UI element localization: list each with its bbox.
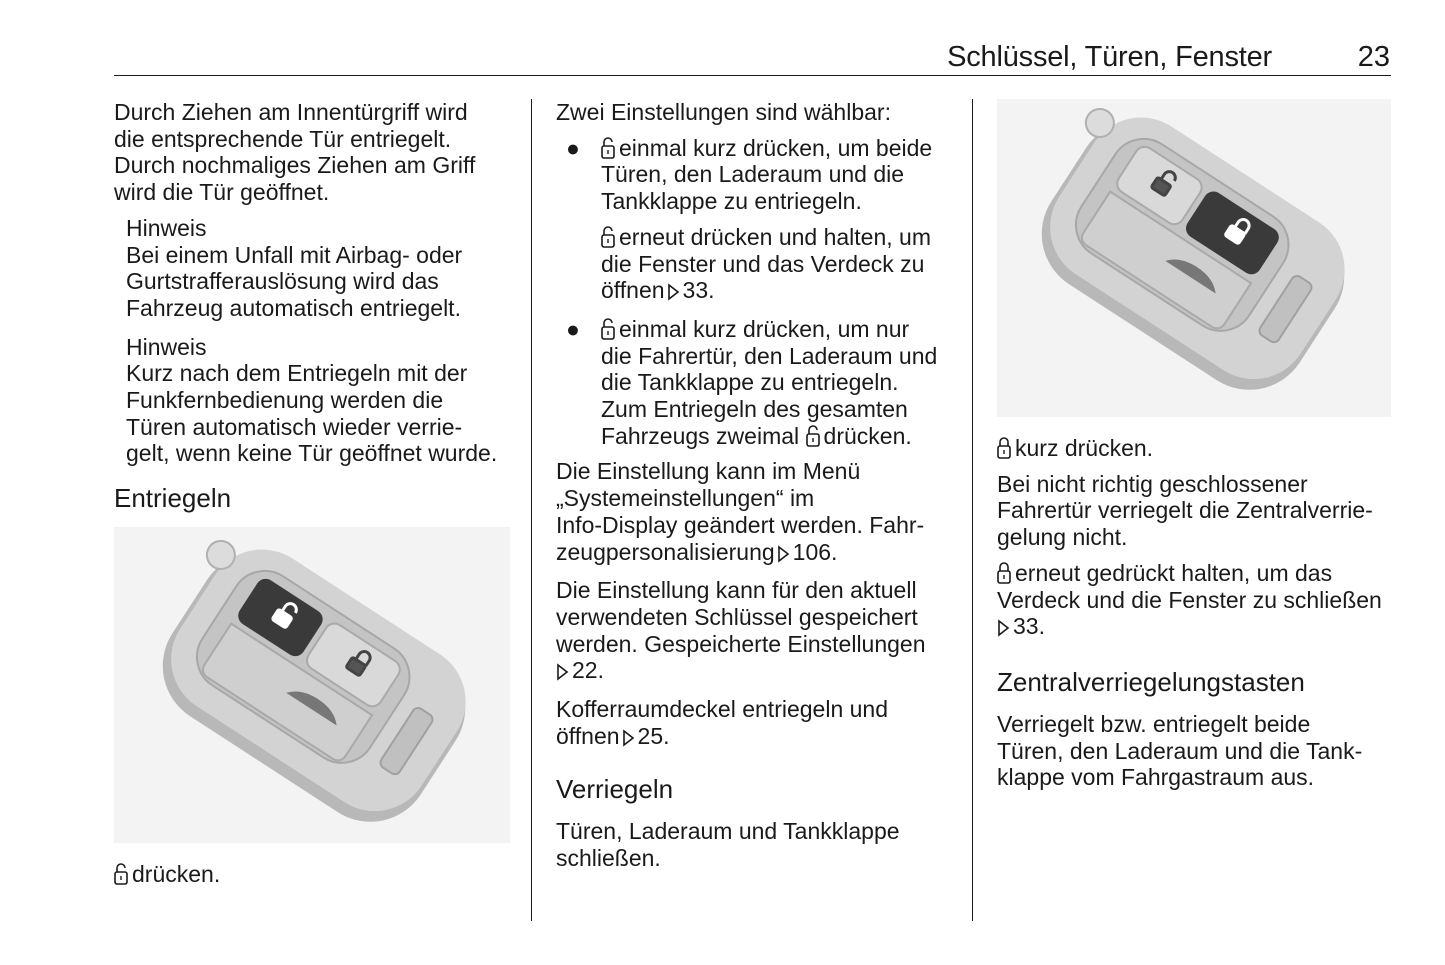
settings-menu-paragraph: Die Einstellung kann im Menü „Systemeinstellungen“ im Info-Display geändert werden. Fahr- zeugpersonalisierung 106.	[556, 458, 956, 568]
page-number: 23	[1357, 41, 1390, 73]
cross-reference-link[interactable]: 25.	[637, 722, 670, 749]
column-2	[556, 99, 956, 881]
unlock-icon	[601, 226, 615, 248]
unlock-icon	[806, 425, 820, 447]
note-label: Hinweis	[126, 214, 207, 241]
trunk-paragraph: Kofferraumdeckel entriegeln und öffnen 25.	[556, 696, 956, 752]
column-3	[997, 99, 1397, 800]
press-lock-instruction: kurz drücken.	[997, 435, 1397, 462]
cross-reference-icon	[556, 660, 569, 687]
cross-reference-icon	[997, 616, 1010, 643]
key-fob-illustration-unlock	[114, 527, 510, 843]
heading-entriegeln: Entriegeln	[114, 483, 232, 514]
bullet-option-1: ● einmal kurz drücken, um beide Türen, den Laderaum und die Tankklappe zu entriegeln.	[566, 134, 933, 215]
cross-reference-link[interactable]: 106.	[792, 538, 838, 565]
close-roof-paragraph: erneut gedrückt halten, um das Verdeck und die Fenster zu schließen 33.	[997, 560, 1397, 643]
cross-reference-link[interactable]: 33.	[682, 277, 715, 304]
cross-reference-icon	[777, 542, 790, 569]
note-label: Hinweis	[126, 333, 207, 360]
settings-intro: Zwei Einstellungen sind wählbar:	[556, 99, 891, 125]
lock-paragraph: Türen, Laderaum und Tankklappe schließen.	[556, 818, 900, 872]
bullet-option-2: ● einmal kurz drücken, um nur die Fahrertür, den Laderaum und die Tankklappe zu entriegeln. Zum Entriegeln des gesamten Fahrzeugs zweimal drücken.	[566, 315, 938, 449]
lock-icon	[997, 437, 1011, 459]
cross-reference-link[interactable]: 22.	[572, 657, 604, 684]
intro-paragraph: Durch Ziehen am Innentürgriff wird die entsprechende Tür entriegelt. Durch nochmaliges Ziehen am Griff wird die Tür geöffnet.	[114, 99, 476, 206]
key-memory-paragraph: Die Einstellung kann für den aktuell verwendeten Schlüssel gespeichert werden. Gespeicherte Einstellungen 22.	[556, 577, 956, 687]
bullet-option-1-sub: erneut drücken und halten, um die Fenster und das Verdeck zu öffnen 33.	[556, 224, 956, 307]
driver-door-paragraph: Bei nicht richtig geschlossener Fahrertür verriegelt die Zentralverrie- gelung nicht.	[997, 470, 1373, 551]
cross-reference-icon	[667, 280, 680, 307]
note-relock: Hinweis Kurz nach dem Entriegeln mit der Funkfernbedienung werden die Türen automatisch wieder verrie- gelt, wenn keine Tür geöffnet wurde.	[126, 334, 514, 468]
heading-zentralverriegelungstasten: Zentralverriegelungstasten	[997, 666, 1305, 697]
cross-reference-link[interactable]: 33.	[1013, 613, 1045, 640]
bullet-dot: ●	[566, 315, 580, 342]
heading-verriegeln: Verriegeln	[556, 774, 674, 805]
central-lock-paragraph: Verriegelt bzw. entriegelt beide Türen, den Laderaum und die Tank- klappe vom Fahrgastraum aus.	[997, 710, 1363, 791]
press-unlock-instruction: drücken.	[114, 861, 514, 888]
column-divider-1	[531, 99, 532, 921]
bullet-dot: ●	[566, 134, 580, 161]
cross-reference-icon	[622, 726, 635, 753]
unlock-icon	[114, 863, 128, 885]
note-airbag: Hinweis Bei einem Unfall mit Airbag- oder Gurtstrafferauslösung wird das Fahrzeug automatisch entriegelt.	[126, 215, 514, 322]
page-title: Schlüssel, Türen, Fenster	[947, 41, 1272, 73]
column-divider-2	[972, 99, 973, 921]
unlock-icon	[601, 137, 615, 159]
column-1	[114, 99, 514, 897]
header-rule	[114, 75, 1391, 76]
unlock-icon	[601, 318, 615, 340]
key-fob-illustration-lock	[997, 99, 1391, 417]
lock-icon	[997, 562, 1011, 584]
